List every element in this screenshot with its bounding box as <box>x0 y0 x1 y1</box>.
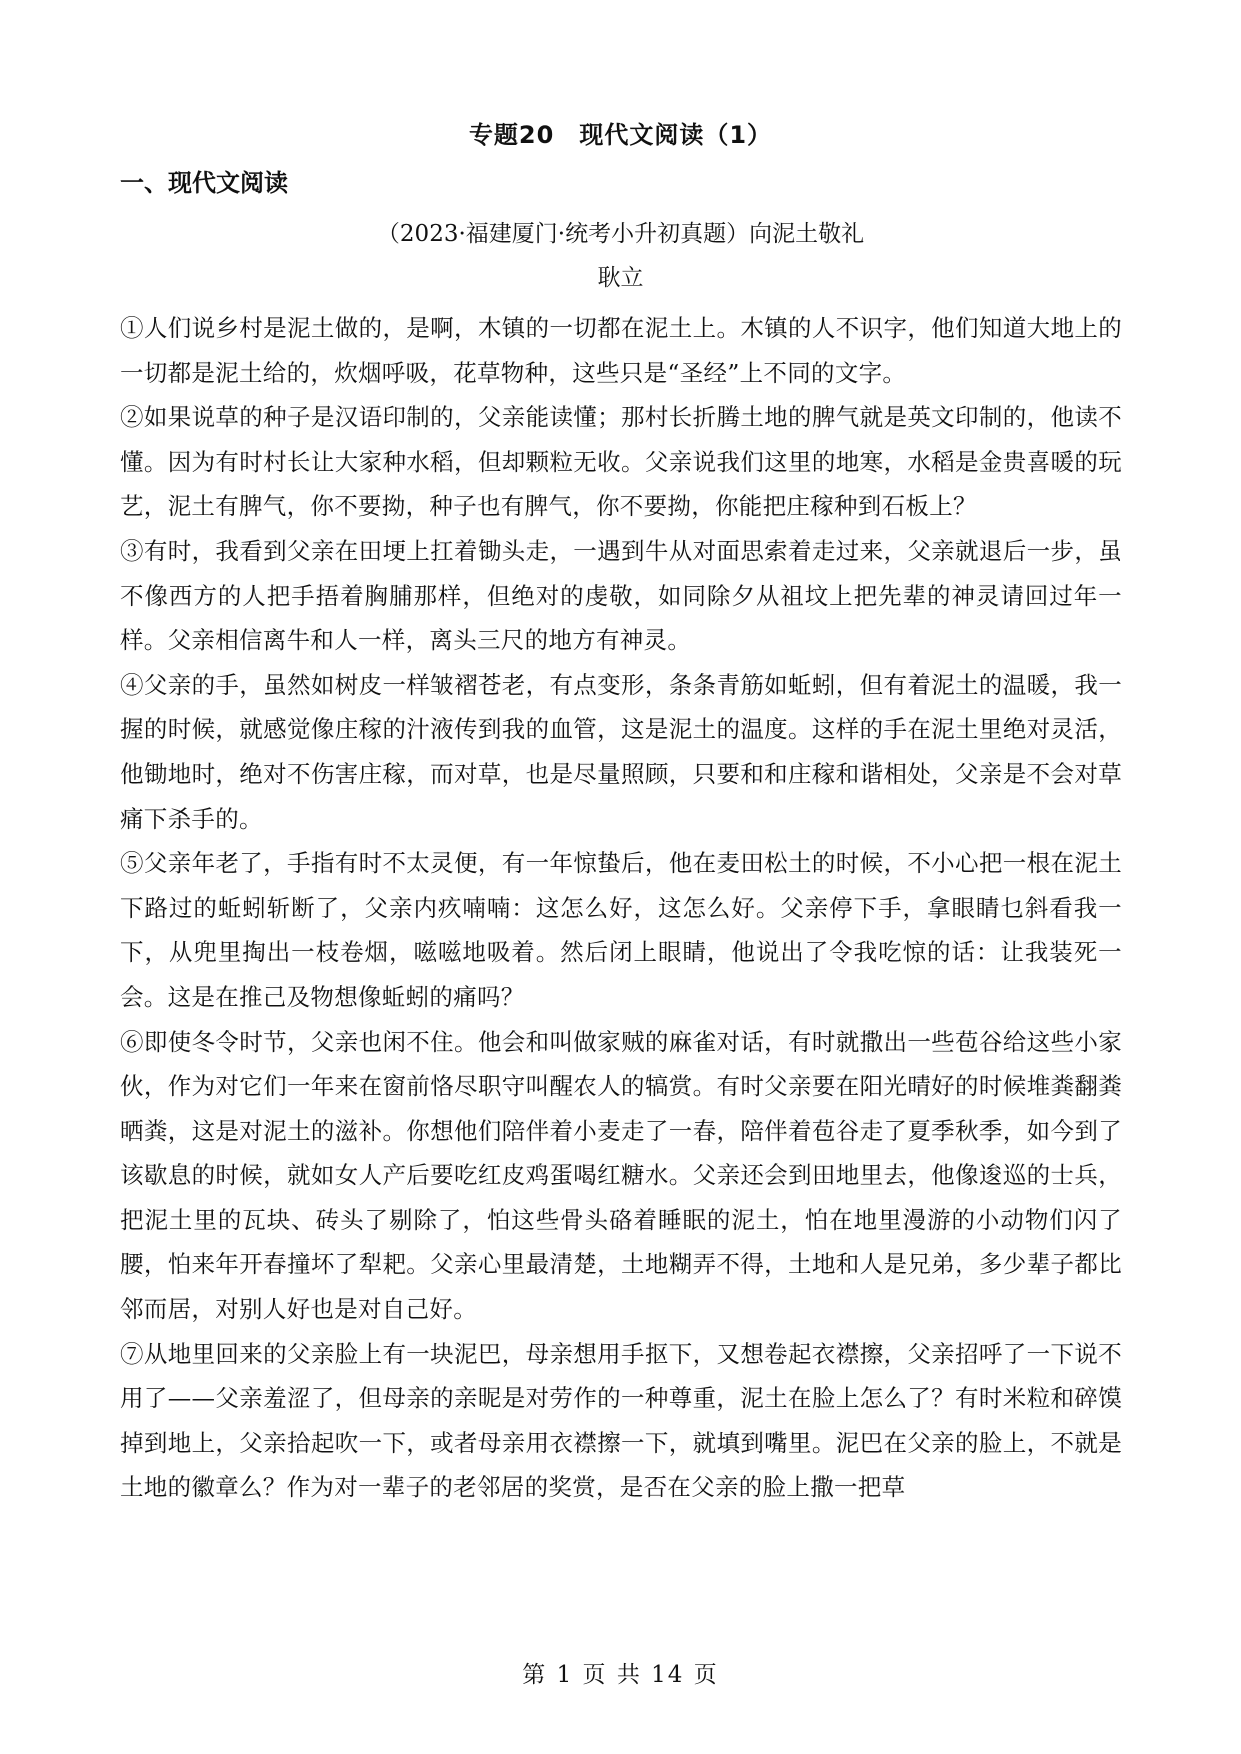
passage-body <box>120 306 1122 1510</box>
paragraph-7: ⑦从地里回来的父亲脸上有一块泥巴，母亲想用手抠下，又想卷起衣襟擦，父亲招呼了一下说不用了——父亲羞涩了，但母亲的亲昵是对劳作的一种尊重，泥土在脸上怎么了？有时米粒和碎馍掉到地上，父亲拾起吹一下，或者母亲用衣襟擦一下，就填到嘴里。泥巴在父亲的脸上，不就是土地的徽章么？作为对一辈子的老邻居的奖赏，是否在父亲的脸上撒一把草 <box>120 1339 1122 1502</box>
paragraph-6: ⑥即使冬令时节，父亲也闲不住。他会和叫做家贼的麻雀对话，有时就撒出一些苞谷给这些小家伙，作为对它们一年来在窗前恪尽职守叫醒农人的犒赏。有时父亲要在阳光晴好的时候堆粪翻粪晒粪，这是对泥土的滋补。你想他们陪伴着小麦走了一春，陪伴着苞谷走了夏季秋季，如今到了该歇息的时候，就如女人产后要吃红皮鸡蛋喝红糖水。父亲还会到田地里去，他像逡巡的士兵，把泥土里的瓦块、砖头了剔除了，怕这些骨头硌着睡眠的泥土，怕在地里漫游的小动物们闪了腰，怕来年开春撞坏了犁耙。父亲心里最清楚，土地糊弄不得，土地和人是兄弟，多少辈子都比邻而居，对别人好也是对自己好。 <box>120 1027 1122 1324</box>
paragraph-3: ③有时，我看到父亲在田埂上扛着锄头走，一遇到牛从对面思索着走过来，父亲就退后一步，虽不像西方的人把手捂着胸脯那样，但绝对的虔敬，如同除夕从祖坟上把先辈的神灵请回过年一样。父亲相信离牛和人一样，离头三尺的地方有神灵。 <box>120 536 1122 655</box>
paragraph-4: ④父亲的手，虽然如树皮一样皱褶苍老，有点变形，条条青筋如蚯蚓，但有着泥土的温暖，我一握的时候，就感觉像庄稼的汁液传到我的血管，这是泥土的温度。这样的手在泥土里绝对灵活，他锄地时，绝对不伤害庄稼，而对草，也是尽量照顾，只要和和庄稼和谐相处，父亲是不会对草痛下杀手的。 <box>120 670 1122 833</box>
passage-source: （2023·福建厦门·统考小升初真题）向泥土敬礼 <box>376 221 865 247</box>
paragraph-1: ①人们说乡村是泥土做的，是啊，木镇的一切都在泥土上。木镇的人不识字，他们知道大地上的一切都是泥土给的，炊烟呼吸，花草物种，这些只是“圣经”上不同的文字。 <box>120 314 1122 387</box>
section-heading: 一、现代文阅读 <box>120 169 288 197</box>
passage-author: 耿立 <box>597 265 644 291</box>
page-number-footer: 第 1 页 共 14 页 <box>522 1662 719 1688</box>
document-title: 专题20 现代文阅读（1） <box>468 121 773 149</box>
paragraph-5: ⑤父亲年老了，手指有时不太灵便，有一年惊蛰后，他在麦田松土的时候，不小心把一根在泥土下路过的蚯蚓斩断了，父亲内疚喃喃：这怎么好，这怎么好。父亲停下手，拿眼睛乜斜看我一下，从兜里掏出一枝卷烟，嗞嗞地吸着。然后闭上眼睛，他说出了令我吃惊的话：让我装死一会。这是在推己及物想像蚯蚓的痛吗？ <box>120 849 1122 1011</box>
paragraph-2: ②如果说草的种子是汉语印制的，父亲能读懂；那村长折腾土地的脾气就是英文印制的，他读不懂。因为有时村长让大家种水稻，但却颗粒无收。父亲说我们这里的地寒，水稻是金贵喜暖的玩艺，泥土有脾气，你不要拗，种子也有脾气，你不要拗，你能把庄稼种到石板上？ <box>120 403 1122 521</box>
